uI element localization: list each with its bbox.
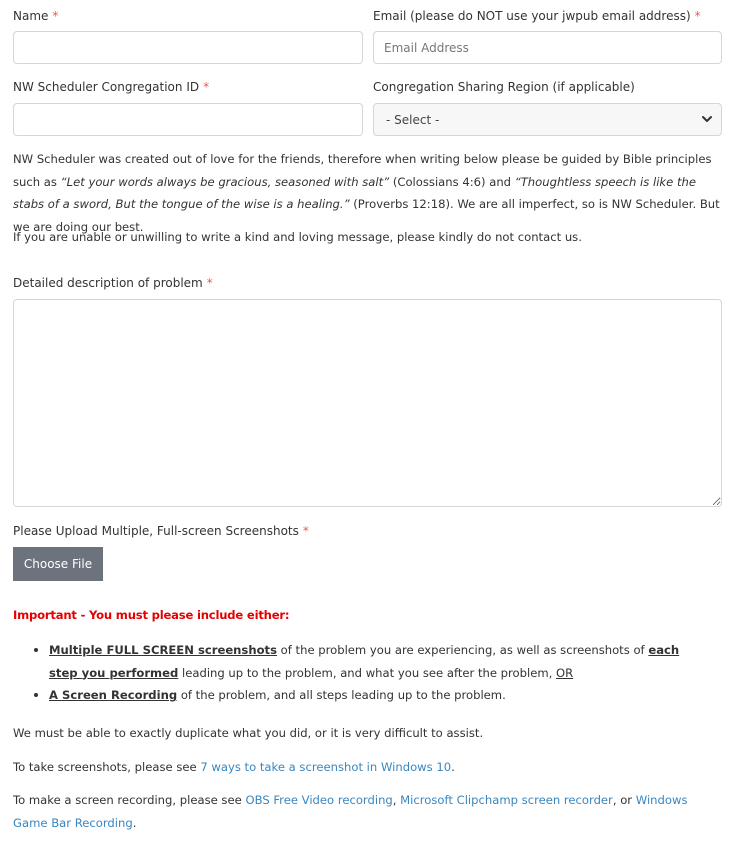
intro-ref-proverbs: (Proverbs 12:18). We are all imperfect, so is NW Scheduler. But we are doing our best. xyxy=(13,197,720,234)
requirements-list xyxy=(30,639,700,707)
intro-ref-colossians: (Colossians 4:6) and xyxy=(389,174,515,189)
bullet-strong: each step you performed xyxy=(49,643,680,680)
sharing-region-label xyxy=(373,80,635,94)
duplicate-note: We must be able to exactly duplicate what you did, or it is very difficult to assist. xyxy=(13,726,484,740)
required-marker: * xyxy=(206,276,213,290)
bullet-or: OR xyxy=(556,665,574,680)
screenshots-prefix: To take screenshots, please see xyxy=(13,760,201,774)
obs-link[interactable]: OBS Free Video recording xyxy=(245,793,393,807)
recording-prefix: To make a screen recording, please see xyxy=(13,793,246,807)
bullet-text: leading up to the problem, and what you see after the problem, xyxy=(178,665,557,680)
recording-sep: , xyxy=(392,793,401,807)
list-item xyxy=(30,639,700,684)
intro-quote-proverbs: “Thoughtless speech is like the stabs of a sword, But the tongue of the wise is a healing.” xyxy=(13,174,696,211)
congregation-id-input[interactable] xyxy=(13,103,363,136)
sharing-region-selected: - Select - xyxy=(386,112,440,127)
intro-text: NW Scheduler was created out of love for the friends, therefore when writing below please be guided by Bible principles such as xyxy=(13,152,712,189)
congregation-id-label xyxy=(13,80,209,94)
upload-label-text: Please Upload Multiple, Full-screen Screenshots xyxy=(13,524,299,538)
screenshot-guide-link[interactable]: 7 ways to take a screenshot in Windows 10 xyxy=(200,760,452,774)
name-label xyxy=(13,9,58,23)
choose-file-button[interactable]: Choose File xyxy=(13,547,103,581)
list-item xyxy=(30,684,700,707)
description-label-text: Detailed description of problem xyxy=(13,276,203,290)
bullet-text: of the problem, and all steps leading up to the problem. xyxy=(177,688,506,702)
chevron-down-icon xyxy=(701,113,713,125)
screenshots-note xyxy=(13,756,725,779)
bullet-text: of the problem you are experiencing, as well as screenshots of xyxy=(277,643,649,657)
bullet-strong: Multiple FULL SCREEN screenshots xyxy=(49,643,277,657)
name-label-text: Name xyxy=(13,9,49,23)
recording-note xyxy=(13,789,725,834)
screenshots-suffix: . xyxy=(451,760,455,774)
required-marker: * xyxy=(302,524,309,538)
clipchamp-link[interactable]: Microsoft Clipchamp screen recorder xyxy=(400,793,613,807)
email-input[interactable] xyxy=(373,31,722,64)
important-notice: Important - You must please include either: xyxy=(13,608,290,622)
recording-sep: , or xyxy=(612,793,636,807)
congregation-id-label-text: NW Scheduler Congregation ID xyxy=(13,80,200,94)
description-textarea[interactable] xyxy=(13,299,722,507)
intro-quote-colossians: “Let your words always be gracious, seasoned with salt” xyxy=(60,174,390,189)
required-marker: * xyxy=(694,9,701,23)
email-label-text: Email (please do NOT use your jwpub email address) xyxy=(373,9,691,23)
email-label xyxy=(373,9,701,23)
intro-paragraph xyxy=(13,148,725,238)
bullet-strong: A Screen Recording xyxy=(49,688,178,702)
name-input[interactable] xyxy=(13,31,363,64)
recording-suffix: . xyxy=(132,815,137,830)
game-bar-link[interactable]: Windows Game Bar Recording xyxy=(13,793,688,830)
upload-label xyxy=(13,524,309,538)
description-label xyxy=(13,276,213,290)
sharing-region-select[interactable] xyxy=(373,103,722,136)
sharing-region-label-text: Congregation Sharing Region (if applicable) xyxy=(373,80,635,94)
kindness-note: If you are unable or unwilling to write a kind and loving message, please kindly do not contact us. xyxy=(13,230,582,244)
required-marker: * xyxy=(52,9,59,23)
required-marker: * xyxy=(203,80,210,94)
